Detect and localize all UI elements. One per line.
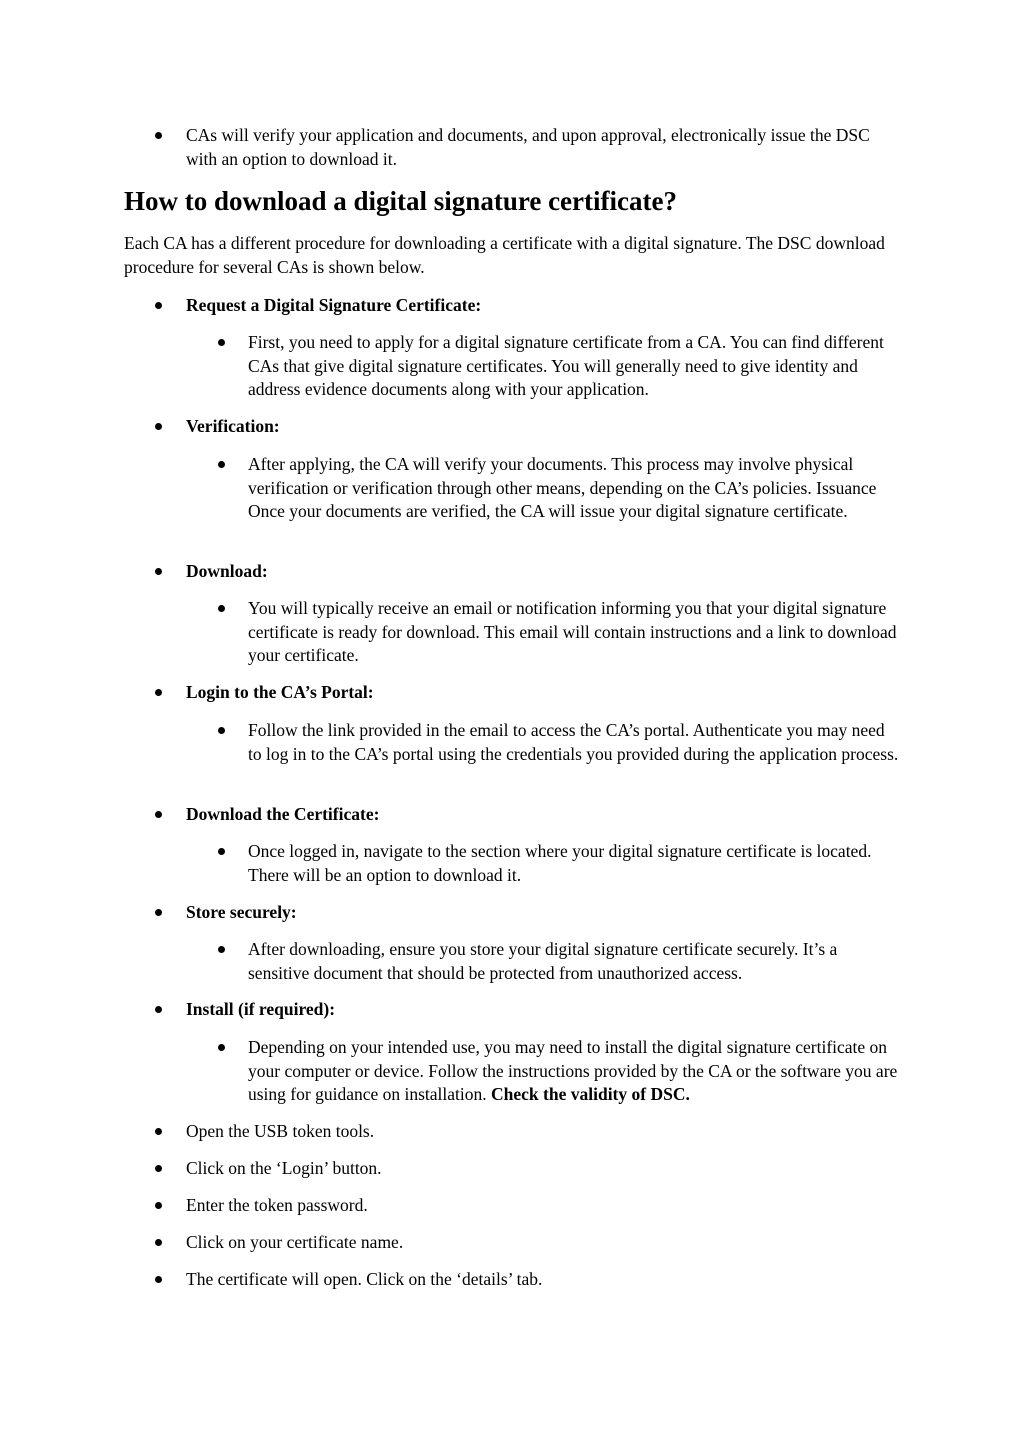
bullet-dot	[155, 1006, 162, 1013]
validity-step: Enter the token password.	[186, 1195, 368, 1215]
step-detail-download: You will typically receive an email or notification informing you that your digital signature certificate is ready for download. This email will contain instructions and a link to download your certificate.	[248, 598, 897, 665]
bullet-dot	[155, 909, 162, 916]
bullet-dot	[155, 423, 162, 430]
sub-bullet-dot	[218, 1044, 225, 1051]
sub-bullet-dot	[218, 946, 225, 953]
top-bullet-text: CAs will verify your application and documents, and upon approval, electronically issue the DSC with an option to download it.	[186, 125, 870, 169]
bullet-dot	[155, 1239, 162, 1246]
step-detail-verification: After applying, the CA will verify your documents. This process may involve physical verification or verification through other means, depending on the CA’s policies. Issuance Once your documents are verified, the CA will issue your digital signature certificate.	[248, 454, 877, 521]
step-title-request: Request a Digital Signature Certificate:	[186, 295, 482, 315]
sub-bullet-dot	[218, 848, 225, 855]
validity-step: The certificate will open. Click on the ‘details’ tab.	[186, 1269, 543, 1289]
step-detail-login: Follow the link provided in the email to access the CA’s portal. Authenticate you may need to log in to the CA’s portal using the credentials you provided during the application process.	[248, 720, 899, 764]
step-detail-install	[248, 1036, 900, 1107]
step-detail-install-text: Depending on your intended use, you may need to install the digital signature certificate on your computer or device. Follow the instructions provided by the CA or the software you are using for guidance on installation.	[248, 1037, 898, 1104]
step-detail-download-certificate: Once logged in, navigate to the section where your digital signature certificate is located. There will be an option to download it.	[248, 841, 872, 885]
bullet-dot	[155, 689, 162, 696]
step-title-verification: Verification:	[186, 416, 280, 436]
intro-paragraph: Each CA has a different procedure for downloading a certificate with a digital signature. The DSC download procedure for several CAs is shown below.	[124, 233, 885, 277]
bullet-dot	[155, 302, 162, 309]
sub-bullet-dot	[218, 339, 225, 346]
step-title-install: Install (if required):	[186, 999, 336, 1019]
bullet-dot	[155, 568, 162, 575]
bullet-dot	[155, 1128, 162, 1135]
sub-bullet-dot	[218, 461, 225, 468]
step-title-store: Store securely:	[186, 902, 297, 922]
sub-bullet-dot	[218, 727, 225, 734]
validity-step: Click on your certificate name.	[186, 1232, 404, 1252]
bullet-dot	[155, 132, 162, 139]
bullet-dot	[155, 1165, 162, 1172]
step-detail-store: After downloading, ensure you store your digital signature certificate securely. It’s a sensitive document that should be protected from unauthorized access.	[248, 939, 838, 983]
section-heading: How to download a digital signature certificate?	[124, 186, 677, 216]
validity-step: Open the USB token tools.	[186, 1121, 375, 1141]
step-title-login: Login to the CA’s Portal:	[186, 682, 374, 702]
sub-bullet-dot	[218, 605, 225, 612]
bullet-dot	[155, 1202, 162, 1209]
check-validity-label: Check the validity of DSC.	[491, 1084, 690, 1104]
step-title-download: Download:	[186, 561, 268, 581]
step-detail-request: First, you need to apply for a digital signature certificate from a CA. You can find different CAs that give digital signature certificates. You will generally need to give identity and address evidence documents along with your application.	[248, 332, 884, 399]
bullet-dot	[155, 1276, 162, 1283]
bullet-dot	[155, 811, 162, 818]
step-title-download-certificate: Download the Certificate:	[186, 804, 380, 824]
validity-step: Click on the ‘Login’ button.	[186, 1158, 382, 1178]
